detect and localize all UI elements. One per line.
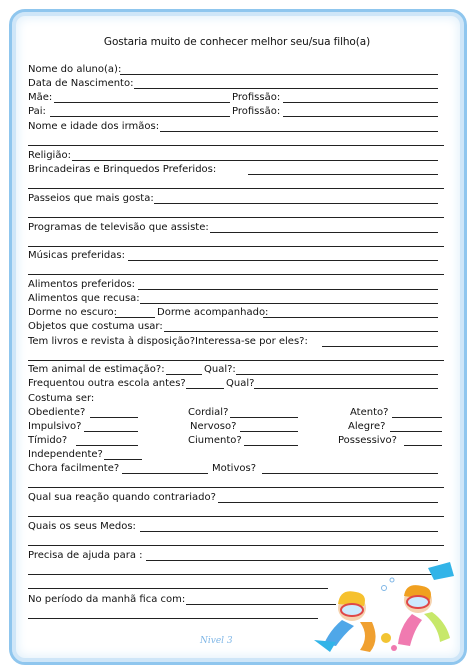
input-line-motivos[interactable] <box>262 473 438 474</box>
form-title: Gostaria muito de conhecer melhor seu/sua filho(a) <box>103 36 371 48</box>
field-label-passeios: Passeios que mais gosta: <box>28 193 154 204</box>
field-label-animal: Tem animal de estimação?: <box>28 364 165 375</box>
input-line-pai[interactable] <box>50 116 230 117</box>
trait-label-independente: Independente? <box>28 449 103 460</box>
input-line-musicas[interactable] <box>128 260 438 261</box>
trait-label-nervoso: Nervoso? <box>190 421 237 432</box>
field-label-musicas: Músicas preferidas: <box>28 250 125 261</box>
input-line-nascimento[interactable] <box>134 88 438 89</box>
field-label-profissao-1: Profissão: <box>232 92 281 103</box>
input-line-animal[interactable] <box>166 374 202 375</box>
input-line-chora[interactable] <box>122 473 208 474</box>
field-label-escola: Frequentou outra escola antes? <box>28 378 186 389</box>
field-label-reacao: Qual sua reação quando contrariado? <box>28 492 216 503</box>
input-line-irmaos[interactable] <box>160 131 438 132</box>
trait-label-impulsivo: Impulsivo? <box>28 421 82 432</box>
field-label-pai: Pai: <box>28 106 46 117</box>
input-line-musicas-2[interactable] <box>28 274 444 275</box>
input-line-brincadeiras[interactable] <box>248 174 438 175</box>
input-line-escola[interactable] <box>186 388 224 389</box>
input-line-programas-2[interactable] <box>28 246 444 247</box>
input-line-qual-2[interactable] <box>254 388 438 389</box>
field-label-motivos: Motivos? <box>212 463 256 474</box>
field-label-nascimento: Data de Nascimento: <box>28 78 134 89</box>
input-line-medos-2[interactable] <box>28 545 444 546</box>
field-label-escuro: Dorme no escuro: <box>28 307 118 318</box>
field-label-livros: Tem livros e revista à disposição?Interessa-se por eles?: <box>28 336 308 347</box>
field-label-chora: Chora facilmente? <box>28 463 120 474</box>
input-line-atento[interactable] <box>392 417 442 418</box>
field-label-ajuda: Precisa de ajuda para : <box>28 550 143 561</box>
field-label-irmaos: Nome e idade dos irmãos: <box>28 121 160 132</box>
input-line-brincadeiras-2[interactable] <box>28 188 444 189</box>
input-line-livros[interactable] <box>322 346 438 347</box>
input-line-reacao-2[interactable] <box>28 516 444 517</box>
field-label-acompanhado: Dorme acompanhado: <box>157 307 269 318</box>
input-line-irmaos-2[interactable] <box>28 145 444 146</box>
input-line-impulsivo[interactable] <box>84 431 138 432</box>
input-line-objetos[interactable] <box>164 331 438 332</box>
input-line-profissao-1[interactable] <box>283 102 438 103</box>
input-line-timido[interactable] <box>76 445 138 446</box>
input-line-manha-2[interactable] <box>28 618 318 619</box>
field-label-alimentos: Alimentos preferidos: <box>28 279 136 290</box>
input-line-alimentos[interactable] <box>138 289 438 290</box>
input-line-reacao[interactable] <box>218 502 438 503</box>
input-line-passeios[interactable] <box>154 203 438 204</box>
input-line-nome[interactable] <box>120 74 438 75</box>
input-line-cordial[interactable] <box>230 417 298 418</box>
field-label-profissao-2: Profissão: <box>232 106 281 117</box>
input-line-recusa[interactable] <box>140 303 438 304</box>
field-label-recusa: Alimentos que recusa: <box>28 293 140 304</box>
field-label-qual-2: Qual? <box>226 378 255 389</box>
trait-label-possessivo: Possessivo? <box>338 435 397 446</box>
children-illustration <box>300 560 460 660</box>
level-watermark: Nivel 3 <box>200 636 233 646</box>
field-label-qual-1: Qual?: <box>204 364 236 375</box>
input-line-profissao-2[interactable] <box>283 116 438 117</box>
input-line-ajuda-3[interactable] <box>28 588 328 589</box>
input-line-passeios-2[interactable] <box>28 217 444 218</box>
input-line-mae[interactable] <box>54 102 230 103</box>
input-line-motivos-2[interactable] <box>28 487 444 488</box>
field-label-medos: Quais os seus Medos: <box>28 521 136 532</box>
input-line-possessivo[interactable] <box>404 445 442 446</box>
input-line-ciumento[interactable] <box>244 445 298 446</box>
input-line-alegre[interactable] <box>390 431 442 432</box>
trait-label-cordial: Cordial? <box>188 407 229 418</box>
input-line-medos[interactable] <box>140 531 438 532</box>
input-line-escuro[interactable] <box>115 317 155 318</box>
input-line-independente[interactable] <box>104 459 142 460</box>
input-line-obediente[interactable] <box>90 417 138 418</box>
field-label-objetos: Objetos que costuma usar: <box>28 321 163 332</box>
field-label-brincadeiras: Brincadeiras e Brinquedos Preferidos: <box>28 164 217 175</box>
field-label-manha: No período da manhã fica com: <box>28 594 186 605</box>
input-line-qual-1[interactable] <box>236 374 438 375</box>
input-line-acompanhado[interactable] <box>263 317 438 318</box>
input-line-livros-2[interactable] <box>28 360 444 361</box>
trait-label-alegre: Alegre? <box>348 421 386 432</box>
field-label-religiao: Religião: <box>28 150 71 161</box>
trait-label-timido: Tímido? <box>28 435 68 446</box>
field-label-mae: Mãe: <box>28 92 53 103</box>
field-label-costuma: Costuma ser: <box>28 393 95 404</box>
trait-label-obediente: Obediente? <box>28 407 86 418</box>
input-line-nervoso[interactable] <box>240 431 298 432</box>
input-line-religiao[interactable] <box>72 160 438 161</box>
input-line-programas[interactable] <box>210 232 438 233</box>
field-label-nome: Nome do aluno(a): <box>28 64 122 75</box>
trait-label-atento: Atento? <box>350 407 389 418</box>
field-label-programas: Programas de televisão que assiste: <box>28 222 209 233</box>
trait-label-ciumento: Ciumento? <box>188 435 242 446</box>
